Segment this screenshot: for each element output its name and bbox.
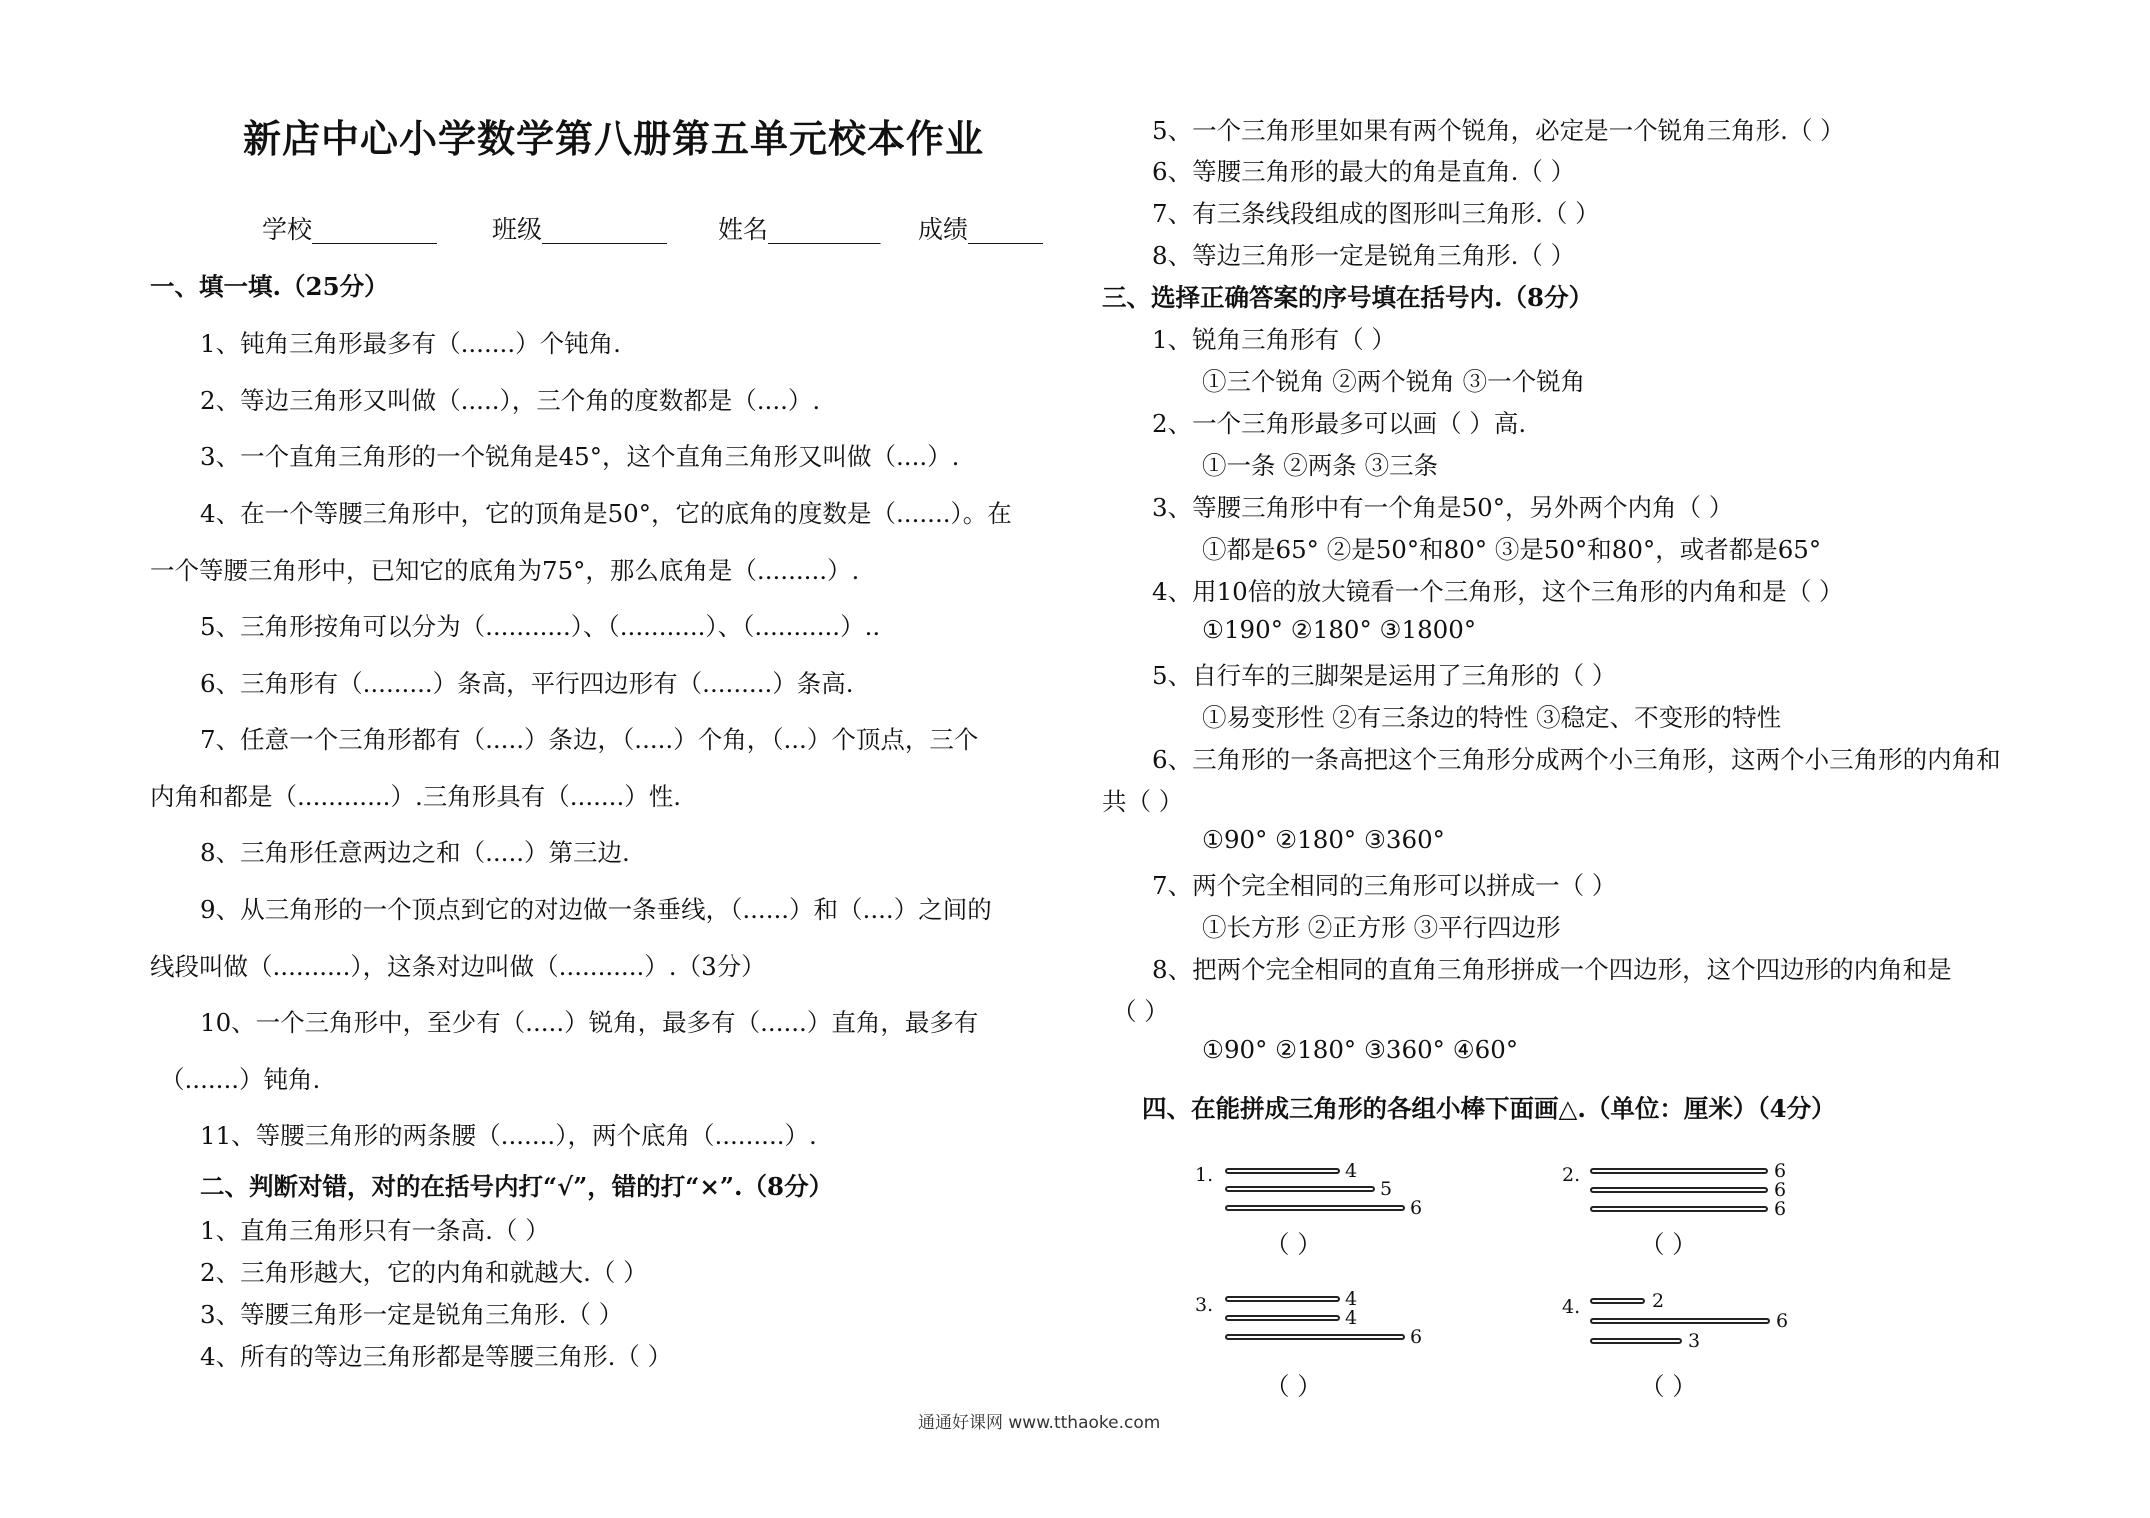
stick [1225, 1334, 1405, 1340]
question-line: ①易变形性 ②有三条边的特性 ③稳定、不变形的特性 [1202, 703, 1782, 732]
stick-length: 6 [1410, 1326, 1423, 1348]
question-line: ①三个锐角 ②两个锐角 ③一个锐角 [1202, 367, 1586, 396]
group-number: 1. [1195, 1164, 1214, 1186]
stick [1225, 1205, 1405, 1211]
question-line: 3、等腰三角形中有一个角是50°，另外两个内角（ ） [1152, 493, 1734, 522]
question-line: 3、一个直角三角形的一个锐角是45°，这个直角三角形又叫做（....）. [200, 442, 960, 471]
question-line: 10、一个三角形中，至少有（.....）锐角，最多有（......）直角，最多有 [200, 1008, 979, 1037]
stick-length: 6 [1776, 1310, 1789, 1332]
section-heading: 一、填一填.（25分） [150, 272, 389, 301]
question-line: 6、三角形的一条高把这个三角形分成两个小三角形，这两个小三角形的内角和 [1152, 745, 2001, 774]
score-field: 成绩______ [918, 215, 1044, 244]
question-line: 一个等腰三角形中，已知它的底角为75°，那么底角是（.........）. [150, 556, 860, 585]
question-line: 6、等腰三角形的最大的角是直角.（ ） [1152, 157, 1576, 186]
stick [1225, 1296, 1340, 1302]
stick [1590, 1187, 1768, 1193]
stick-length: 6 [1774, 1198, 1787, 1220]
question-line: 11、等腰三角形的两条腰（.......），两个底角（.........）. [200, 1121, 817, 1150]
question-line: （.......）钝角. [160, 1065, 321, 1094]
question-line: 4、在一个等腰三角形中，它的顶角是50°，它的底角的度数是（.......）。在 [200, 499, 1012, 528]
section-heading: 四、在能拼成三角形的各组小棒下面画△.（单位：厘米）（4分） [1142, 1094, 1836, 1123]
question-line: 8、三角形任意两边之和（.....）第三边. [200, 838, 630, 867]
stick [1225, 1168, 1340, 1174]
stick [1590, 1338, 1682, 1344]
question-line: 2、三角形越大，它的内角和就越大.（ ） [200, 1258, 648, 1287]
answer-paren: （ ） [1640, 1230, 1697, 1259]
stick [1590, 1168, 1768, 1174]
question-line: 共（ ） [1102, 787, 1184, 816]
group-number: 3. [1195, 1294, 1214, 1316]
question-line: 3、等腰三角形一定是锐角三角形.（ ） [200, 1300, 624, 1329]
stick-length: 2 [1652, 1290, 1665, 1312]
answer-paren: （ ） [1265, 1230, 1322, 1259]
question-line: ①都是65° ②是50°和80° ③是50°和80°，或者都是65° [1202, 535, 1822, 564]
question-line: 1、锐角三角形有（ ） [1152, 325, 1396, 354]
question-line: 1、直角三角形只有一条高.（ ） [200, 1216, 550, 1245]
question-line: 7、任意一个三角形都有（.....）条边，（.....）个角，（...）个顶点，三个 [200, 725, 979, 754]
stick-length: 6 [1774, 1179, 1787, 1201]
answer-paren: （ ） [1265, 1372, 1322, 1401]
question-line: ①90° ②180° ③360° [1202, 825, 1445, 854]
stick [1590, 1206, 1768, 1212]
question-line: 内角和都是（............）.三角形具有（.......）性. [150, 782, 682, 811]
section-heading: 二、判断对错，对的在括号内打“√”，错的打“×”.（8分） [200, 1172, 834, 1201]
question-line: 5、三角形按角可以分为（...........）、（...........）、（...........）.. [200, 612, 881, 641]
question-line: 1、钝角三角形最多有（.......）个钝角. [200, 329, 621, 358]
stick-length: 3 [1688, 1330, 1701, 1352]
question-line: 6、三角形有（.........）条高，平行四边形有（.........）条高. [200, 669, 854, 698]
question-line: 2、一个三角形最多可以画（ ）高. [1152, 409, 1527, 438]
question-line: 线段叫做（..........），这条对边叫做（...........）.（3分） [150, 952, 766, 981]
question-line: ①190° ②180° ③1800° [1202, 615, 1477, 644]
question-line: 8、等边三角形一定是锐角三角形.（ ） [1152, 241, 1576, 270]
class-field: 班级__________ [492, 215, 668, 244]
question-line: ①90° ②180° ③360° ④60° [1202, 1035, 1519, 1064]
question-line: 7、两个完全相同的三角形可以拼成一（ ） [1152, 871, 1617, 900]
stick [1590, 1298, 1645, 1304]
group-number: 2. [1562, 1164, 1581, 1186]
question-line: （ ） [1112, 997, 1169, 1026]
school-field: 学校__________ [262, 215, 438, 244]
stick-length: 4 [1345, 1288, 1358, 1310]
answer-paren: （ ） [1640, 1372, 1697, 1401]
question-line: 5、一个三角形里如果有两个锐角，必定是一个锐角三角形.（ ） [1152, 116, 1845, 145]
question-line: 9、从三角形的一个顶点到它的对边做一条垂线，（......）和（....）之间的 [200, 895, 992, 924]
stick [1590, 1318, 1770, 1324]
stick-length: 4 [1345, 1160, 1358, 1182]
question-line: ①一条 ②两条 ③三条 [1202, 451, 1439, 480]
stick-length: 6 [1774, 1160, 1787, 1182]
stick [1225, 1186, 1375, 1192]
question-line: 4、所有的等边三角形都是等腰三角形.（ ） [200, 1342, 673, 1371]
name-field: 姓名_________ [718, 215, 881, 244]
question-line: 2、等边三角形又叫做（.....），三个角的度数都是（....）. [200, 386, 821, 415]
footer-watermark: 通通好课网 www.tthaoke.com [918, 1413, 1161, 1433]
question-line: 5、自行车的三脚架是运用了三角形的（ ） [1152, 661, 1617, 690]
page-title: 新店中心小学数学第八册第五单元校本作业 [243, 116, 985, 161]
question-line: 4、用10倍的放大镜看一个三角形，这个三角形的内角和是（ ） [1152, 577, 1844, 606]
stick [1225, 1315, 1340, 1321]
section-heading: 三、选择正确答案的序号填在括号内.（8分） [1102, 283, 1594, 312]
question-line: ①长方形 ②正方形 ③平行四边形 [1202, 913, 1561, 942]
stick-length: 6 [1410, 1197, 1423, 1219]
question-line: 8、把两个完全相同的直角三角形拼成一个四边形，这个四边形的内角和是 [1152, 955, 1952, 984]
stick-length: 5 [1380, 1178, 1393, 1200]
group-number: 4. [1562, 1296, 1581, 1318]
question-line: 7、有三条线段组成的图形叫三角形.（ ） [1152, 199, 1600, 228]
stick-length: 4 [1345, 1307, 1358, 1329]
